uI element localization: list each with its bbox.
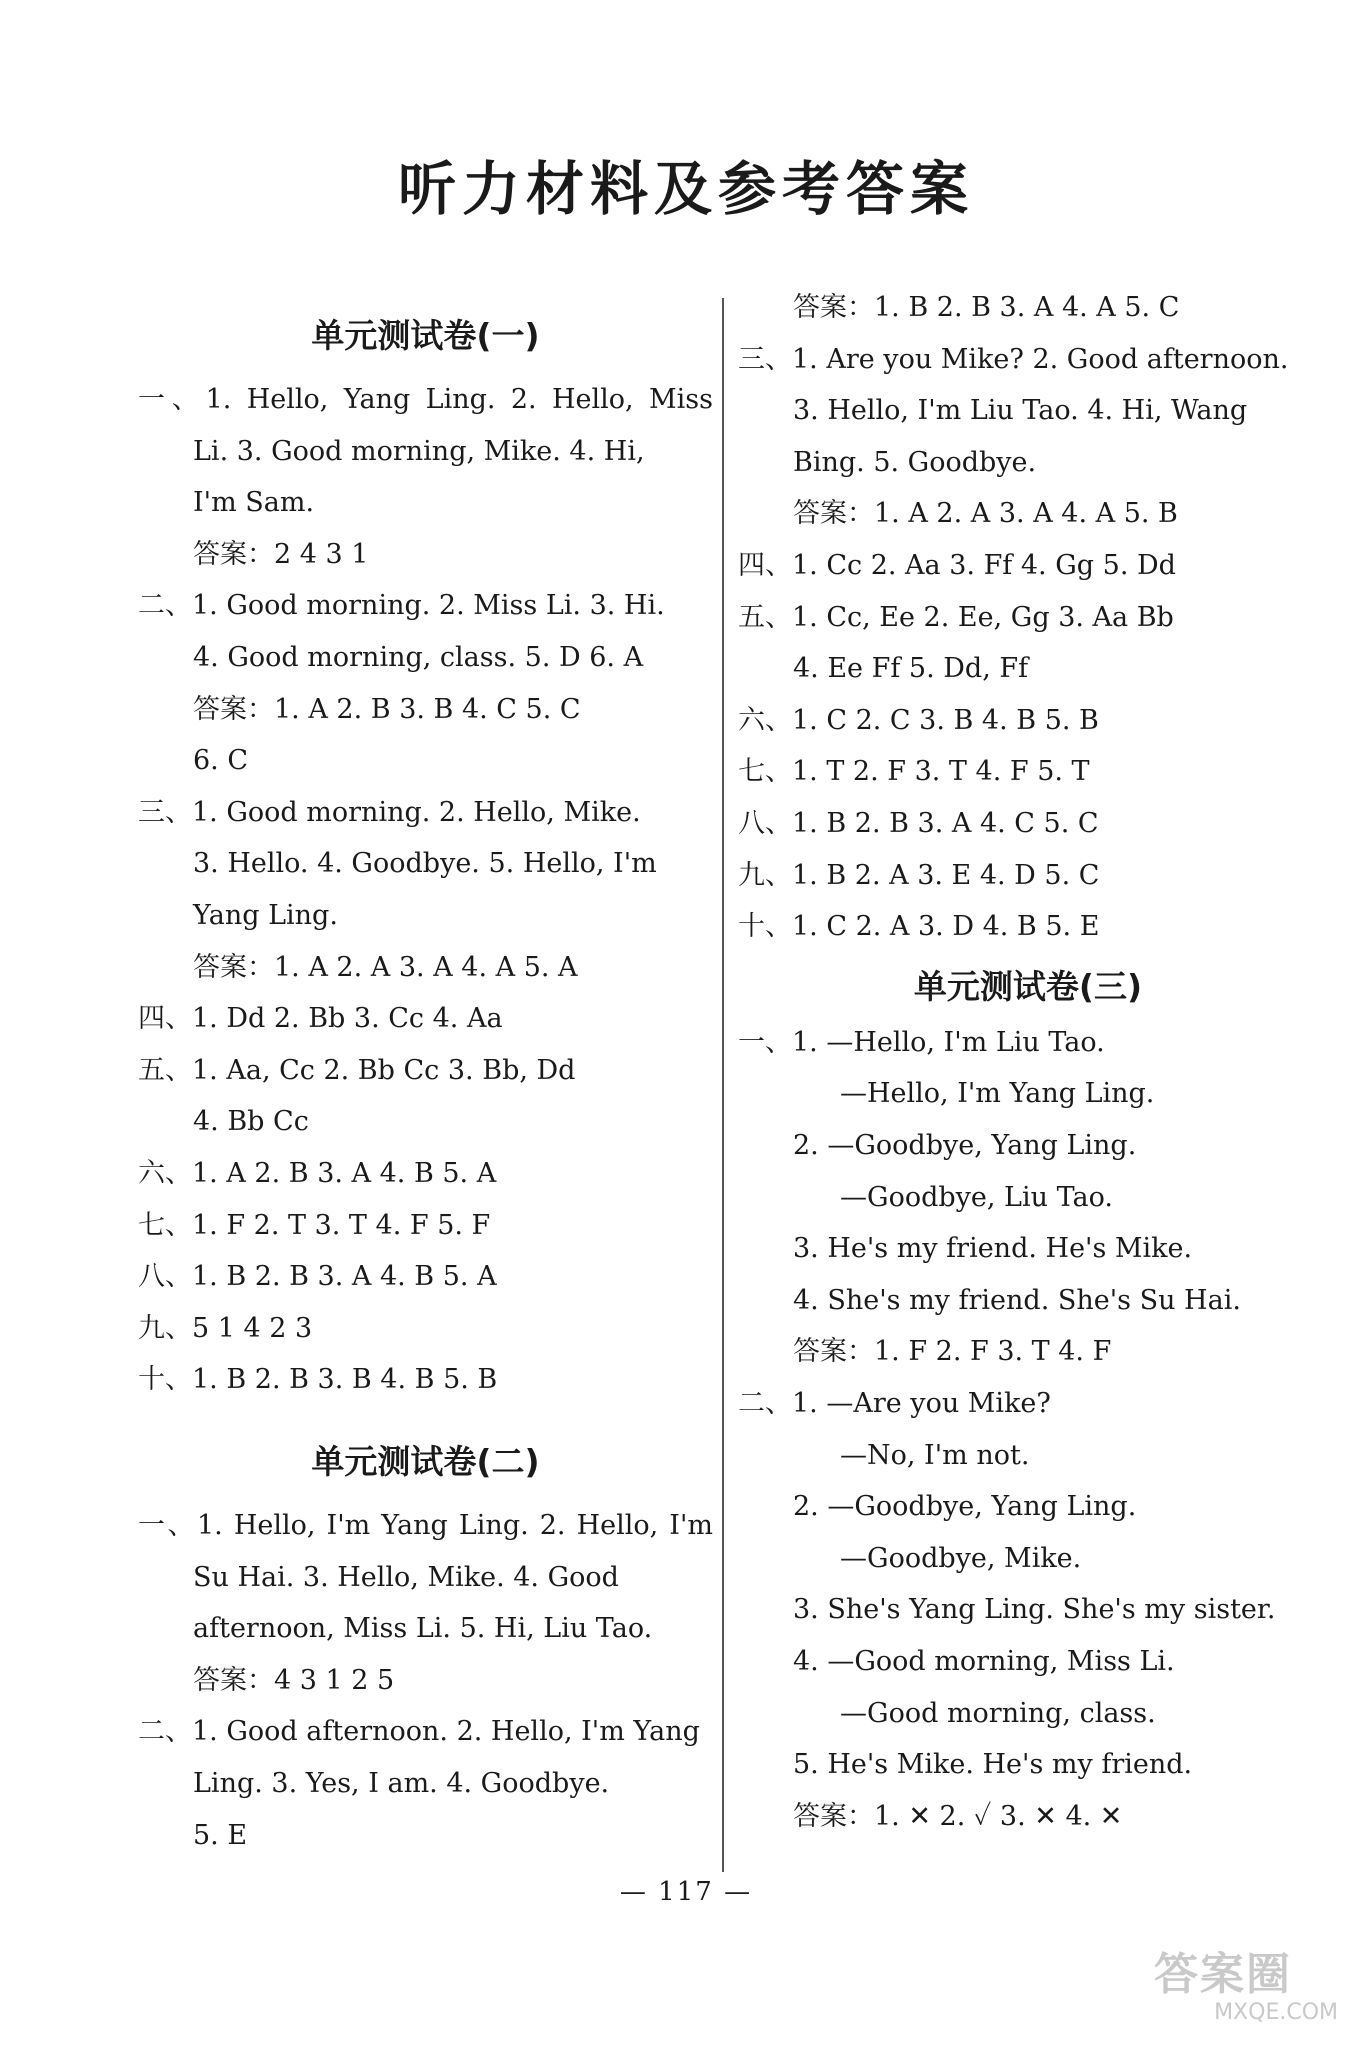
answer-line-text: 九、1. B 2. A 3. E 4. D 5. C (738, 859, 1100, 891)
answer-line (138, 735, 713, 786)
answer-line (738, 1172, 1318, 1223)
answer-line (138, 1758, 713, 1809)
answer-line (138, 1706, 713, 1757)
answer-line (738, 1326, 1318, 1377)
answer-line (138, 1500, 713, 1551)
answer-line-text: 5. He's Mike. He's my friend. (793, 1749, 1193, 1781)
answer-line-text: 答案：1. A 2. B 3. B 4. C 5. C (193, 693, 581, 725)
answer-line (138, 477, 713, 528)
answer-line (138, 1200, 713, 1251)
left-column (138, 0, 713, 1900)
section-title: 单元测试卷(一) (311, 316, 540, 355)
answer-line-text: 六、1. C 2. C 3. B 4. B 5. B (738, 704, 1099, 736)
answer-line-text: 答案：1. ✕ 2. ✓ 3. ✕ 4. ✕ (793, 1800, 1123, 1832)
page-number: — 117 — (619, 1877, 753, 1907)
answer-line-text: 3. Hello. 4. Goodbye. 5. Hello, I'm (193, 848, 657, 880)
answer-line-text: 4. —Good morning, Miss Li. (793, 1646, 1175, 1677)
answer-line (138, 529, 713, 580)
watermark-logo (1154, 1950, 1344, 2030)
answer-line-text: 二、1. Good morning. 2. Miss Li. 3. Hi. (138, 590, 665, 622)
answer-line-text: —No, I'm not. (840, 1439, 1030, 1471)
answer-line-text: 九、5 1 4 2 3 (138, 1312, 313, 1344)
answer-line (138, 1552, 713, 1603)
answer-line-text: 五、1. Aa, Cc 2. Bb Cc 3. Bb, Dd (138, 1054, 576, 1086)
answer-line-text: afternoon, Miss Li. 5. Hi, Liu Tao. (193, 1613, 653, 1645)
answer-line-text: 答案：4 3 1 2 5 (193, 1664, 395, 1696)
answer-line-text: Bing. 5. Goodbye. (793, 446, 1037, 478)
answer-line (138, 1603, 713, 1654)
answer-line-text: 一、1. Hello, I'm Yang Ling. 2. Hello, I'm (138, 1510, 713, 1541)
answer-line (738, 1120, 1318, 1171)
answer-line-text: 6. C (193, 745, 249, 777)
answer-line (738, 901, 1318, 952)
answer-line-text: 六、1. A 2. B 3. A 4. B 5. A (138, 1158, 497, 1189)
answer-line-text: 2. —Goodbye, Yang Ling. (793, 1130, 1137, 1161)
answer-line-text: 二、1. —Are you Mike? (738, 1388, 1051, 1419)
answer-line (138, 684, 713, 735)
answer-line (138, 1096, 713, 1147)
answer-line-text: 一、1. Hello, Yang Ling. 2. Hello, Miss (138, 384, 713, 415)
answer-line-text: 3. Hello, I'm Liu Tao. 4. Hi, Wang (793, 395, 1248, 427)
answer-line-text: 答案：1. F 2. F 3. T 4. F (793, 1336, 1112, 1368)
answer-line (738, 540, 1318, 591)
answer-line (738, 1223, 1318, 1274)
answer-line (738, 282, 1318, 333)
section-title: 单元测试卷(三) (913, 966, 1143, 1006)
answer-line (738, 850, 1318, 901)
answer-line-text: —Good morning, class. (840, 1697, 1156, 1729)
answer-line (738, 1017, 1318, 1068)
answer-line-text: 八、1. B 2. B 3. A 4. C 5. C (738, 808, 1099, 839)
answer-line-text: 四、1. Cc 2. Aa 3. Ff 4. Gg 5. Dd (738, 550, 1176, 581)
answer-line (138, 426, 713, 477)
answer-line (738, 695, 1318, 746)
answer-line-text: 十、1. C 2. A 3. D 4. B 5. E (738, 911, 1100, 943)
answer-line-text: —Goodbye, Liu Tao. (840, 1181, 1113, 1213)
answer-line-text: 二、1. Good afternoon. 2. Hello, I'm Yang (138, 1716, 700, 1748)
answer-line-text: 答案：2 4 3 1 (193, 538, 369, 570)
answer-line (138, 993, 713, 1044)
answer-line-text: 答案：1. A 2. A 3. A 4. A 5. B (793, 498, 1178, 530)
answer-line (138, 580, 713, 631)
answer-line-text: 七、1. F 2. T 3. T 4. F 5. F (138, 1209, 491, 1241)
answer-line (138, 1251, 713, 1302)
answer-line-text: 2. —Goodbye, Yang Ling. (793, 1491, 1137, 1523)
section-title: 单元测试卷(二) (311, 1442, 540, 1481)
answer-line (738, 1275, 1318, 1326)
page-title: 听力材料及参考答案 (397, 155, 974, 223)
answer-line (738, 334, 1318, 385)
answer-line-text: 七、1. T 2. F 3. T 4. F 5. T (738, 756, 1090, 788)
watermark-logo-text: 答案圈 (1154, 1949, 1292, 2000)
answer-line (738, 488, 1318, 539)
answer-line (738, 643, 1318, 694)
answer-line (738, 1430, 1318, 1481)
answer-line-text: 八、1. B 2. B 3. A 4. B 5. A (138, 1261, 497, 1293)
answer-line-text: Ling. 3. Yes, I am. 4. Goodbye. (193, 1768, 610, 1799)
answer-line (138, 1354, 713, 1405)
answer-line (738, 1791, 1318, 1842)
answer-line (738, 1636, 1318, 1687)
answer-line-text: 3. He's my friend. He's Mike. (793, 1233, 1193, 1265)
column-divider (722, 298, 724, 1872)
answer-line-text: I'm Sam. (193, 487, 315, 519)
answer-line (138, 1148, 713, 1199)
answer-line (138, 942, 713, 993)
answer-line-text: 3. She's Yang Ling. She's my sister. (793, 1594, 1276, 1626)
answer-line-text: 三、1. Good morning. 2. Hello, Mike. (138, 796, 641, 828)
answer-line (738, 1481, 1318, 1532)
answer-line (138, 1810, 713, 1861)
right-column (738, 0, 1318, 1900)
answer-line-text: 一、1. —Hello, I'm Liu Tao. (738, 1026, 1105, 1058)
answer-line (738, 746, 1318, 797)
answer-line (738, 1739, 1318, 1790)
answer-line (138, 1045, 713, 1096)
answer-line (138, 1303, 713, 1354)
answer-line-text: 四、1. Dd 2. Bb 3. Cc 4. Aa (138, 1003, 503, 1035)
answer-line-text: 答案：1. A 2. A 3. A 4. A 5. A (193, 951, 578, 983)
watermark-url: MXQE.COM (1214, 2000, 1338, 2025)
answer-line (138, 890, 713, 941)
answer-line-text: 4. Bb Cc (193, 1106, 309, 1138)
answer-line-text: 4. Ee Ff 5. Dd, Ff (793, 653, 1029, 685)
answer-line-text: 五、1. Cc, Ee 2. Ee, Gg 3. Aa Bb (738, 601, 1174, 633)
answer-line (138, 1655, 713, 1706)
answer-line (738, 1688, 1318, 1739)
answer-line-text: 5. E (193, 1819, 248, 1851)
answer-line-text: 4. She's my friend. She's Su Hai. (793, 1284, 1241, 1316)
answer-line (738, 798, 1318, 849)
answer-line-text: 三、1. Are you Mike? 2. Good afternoon. (738, 343, 1289, 375)
answer-line (738, 1584, 1318, 1635)
answer-line (738, 385, 1318, 436)
answer-line (138, 374, 713, 425)
answer-line-text: —Hello, I'm Yang Ling. (840, 1078, 1155, 1110)
answer-line (738, 437, 1318, 488)
answer-line (138, 838, 713, 889)
answer-line (138, 632, 713, 683)
answer-line-text: —Goodbye, Mike. (840, 1542, 1082, 1574)
answer-line-text: Li. 3. Good morning, Mike. 4. Hi, (193, 435, 645, 467)
answer-line (738, 1533, 1318, 1584)
answer-line-text: 答案：1. B 2. B 3. A 4. A 5. C (793, 292, 1180, 323)
answer-line-text: 十、1. B 2. B 3. B 4. B 5. B (138, 1364, 498, 1396)
answer-line (138, 787, 713, 838)
answer-line (738, 592, 1318, 643)
answer-line-text: 4. Good morning, class. 5. D 6. A (193, 642, 644, 673)
answer-line (738, 1068, 1318, 1119)
answer-line (738, 1378, 1318, 1429)
answer-line-text: Su Hai. 3. Hello, Mike. 4. Good (193, 1561, 619, 1593)
answer-line-text: Yang Ling. (193, 900, 338, 931)
